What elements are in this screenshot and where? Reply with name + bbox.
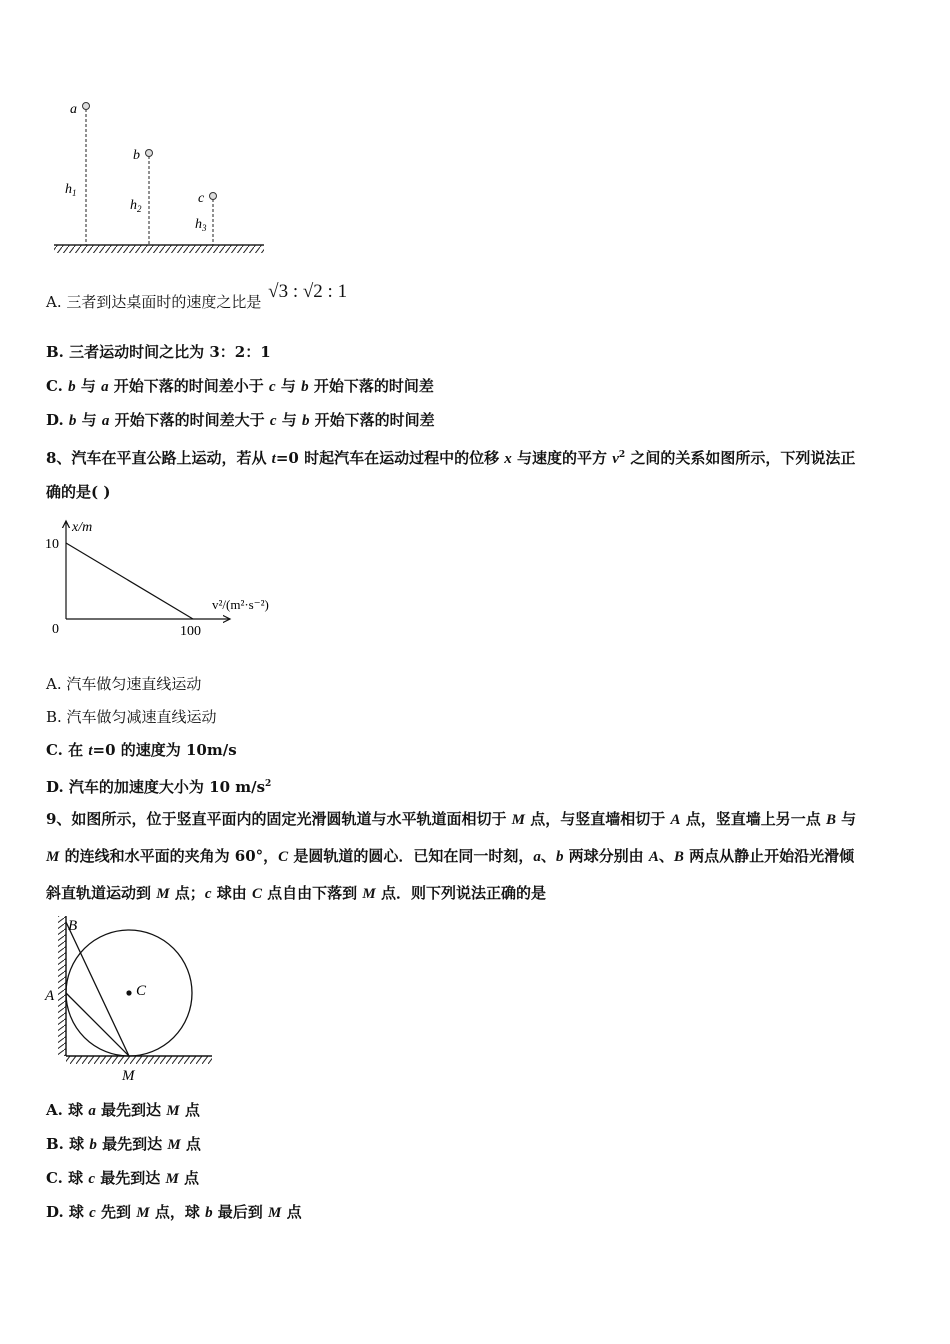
velocity-ratio: √3 : √2 : 1	[268, 281, 348, 302]
q9-stem-line-3: 斜直轨道运动到 M 点；c 球由 C 点自由下落到 M 点．则下列说法正确的是	[46, 884, 546, 902]
label-b: b	[133, 148, 140, 163]
label-C: C	[136, 983, 147, 999]
label-h1: $h_1$	[65, 182, 77, 198]
q7-option-c: C. b 与 a 开始下落的时间差小于 c 与 b 开始下落的时间差	[46, 377, 434, 395]
q8-option-b: B. 汽车做匀减速直线运动	[46, 708, 217, 726]
track-a-to-m	[66, 993, 129, 1056]
circular-track-figure	[40, 912, 220, 1087]
q7-option-b: B. 三者运动时间之比为 3：2：1	[46, 343, 271, 361]
q7-option-a-text: A. 三者到达桌面时的速度之比是	[46, 293, 262, 311]
label-h3: $h_3$	[195, 217, 207, 233]
q8-stem-line-1: 8、汽车在平直公路上运动，若从 t=0 时起汽车在运动过程中的位移 x 与速度的平方 $v^2$ 之间的关系如图所示，下列说法正	[46, 449, 856, 467]
x-axis-label: v²/(m²·s⁻²)	[212, 597, 269, 612]
q8-option-c: C. 在 t=0 的速度为 10m/s	[46, 741, 237, 759]
label-a: a	[70, 102, 77, 117]
q9-option-c: C. 球 c 最先到达 M 点	[46, 1169, 200, 1187]
q9-option-d: D. 球 c 先到 M 点，球 b 最后到 M 点	[46, 1203, 302, 1221]
label-c: c	[198, 191, 205, 206]
ground-hatch	[54, 245, 264, 253]
q8-stem-line-2: 确的是( )	[46, 483, 111, 501]
y-intercept-label: 10	[45, 537, 59, 552]
q8-option-a: A. 汽车做匀速直线运动	[46, 675, 202, 693]
origin-label: 0	[52, 622, 59, 637]
q7-option-a	[46, 281, 348, 312]
center-point	[126, 990, 131, 995]
q9-option-b: B. 球 b 最先到达 M 点	[46, 1135, 201, 1153]
ball-a	[83, 103, 90, 110]
label-h2: $h_2$	[130, 198, 142, 214]
track-b-to-m	[66, 922, 129, 1056]
floor-hatch	[66, 1056, 212, 1064]
label-B: B	[68, 918, 78, 934]
q8-option-d: D. 汽车的加速度大小为 10 $m/s^2$	[46, 778, 272, 796]
label-M: M	[122, 1068, 135, 1084]
falling-balls-figure	[50, 95, 280, 265]
y-axis-label: x/m	[72, 520, 93, 535]
ball-c	[210, 193, 217, 200]
wall-hatch	[58, 916, 66, 1056]
q7-option-d: D. b 与 a 开始下落的时间差大于 c 与 b 开始下落的时间差	[46, 411, 435, 429]
q9-option-a: A. 球 a 最先到达 M 点	[46, 1101, 200, 1119]
x-v2-graph	[40, 515, 300, 645]
q9-stem-line-2: M 的连线和水平面的夹角为 60°，C 是圆轨道的圆心．已知在同一时刻，a、b 两球分别由 A、B 两点从静止开始沿光滑倾	[46, 847, 855, 865]
x-intercept-label: 100	[180, 624, 201, 639]
label-A: A	[45, 988, 55, 1004]
data-line	[66, 543, 193, 619]
q9-stem-line-1: 9、如图所示，位于竖直平面内的固定光滑圆轨道与水平轨道面相切于 M 点，与竖直墙相切于 A 点，竖直墙上另一点 B 与	[46, 810, 857, 828]
ball-b	[146, 150, 153, 157]
